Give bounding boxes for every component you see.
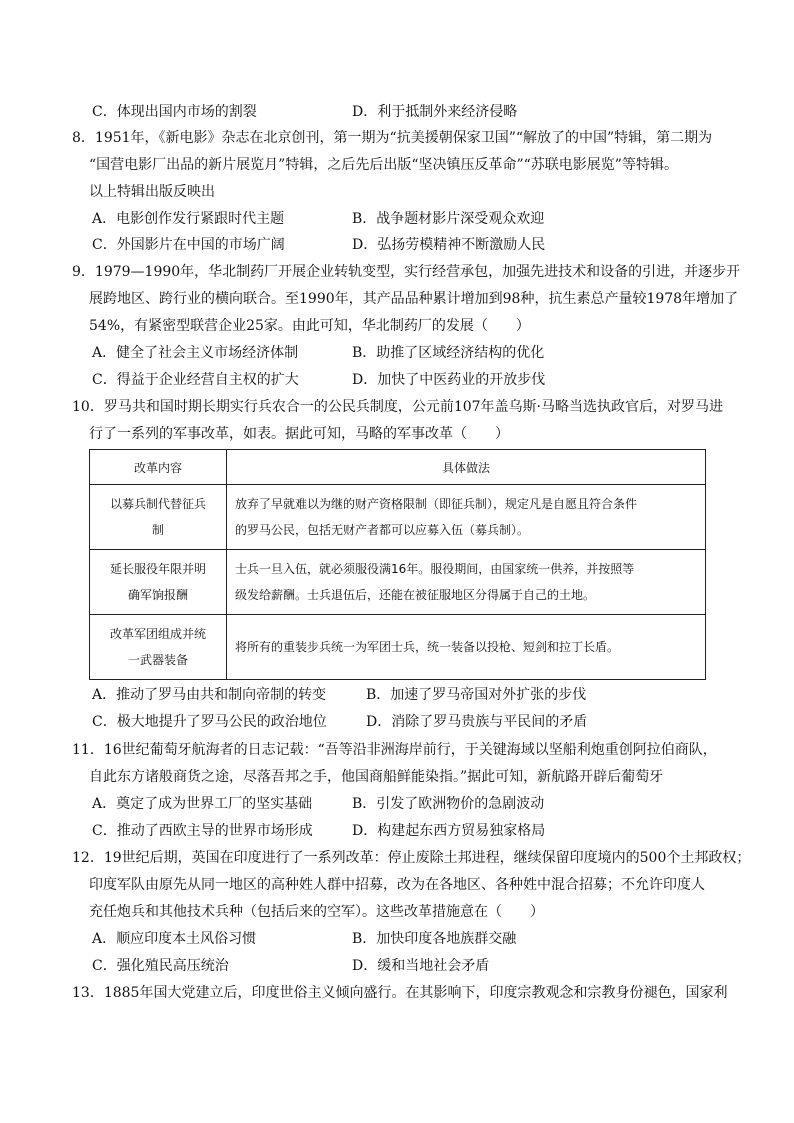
- table-row: [90, 615, 706, 680]
- q10-stem-line2: 行了一系列的军事改革，如表。据此可知，马略的军事改革（ ）: [89, 426, 509, 442]
- q9-option-a: A．健全了社会主义市场经济体制: [92, 345, 299, 361]
- table-cell-measure: 放弃了早就难以为继的财产资格限制（即征兵制），规定凡是自愿且符合条件 的罗马公民，包括无财产者都可以应募入伍（募兵制）。: [227, 485, 706, 550]
- table-cell-reform: 改革军团组成并统 一武器装备: [90, 615, 227, 680]
- q9-stem-line2: 展跨地区、跨行业的横向联合。至1990年，其产品品种累计增加到98种，抗生素总产量较1978年增加了: [89, 291, 739, 307]
- q12-stem-line2: 印度军队由原先从同一地区的高种姓人群中招募，改为在各地区、各种姓中混合招募；不允许印度人: [89, 877, 705, 893]
- q10-option-b: B．加速了罗马帝国对外扩张的步伐: [366, 687, 587, 703]
- q10-option-a: A．推动了罗马由共和制向帝制的转变: [92, 687, 327, 703]
- q9-stem-line3: 54%，有紧密型联营企业25家。由此可知，华北制药厂的发展（ ）: [89, 318, 530, 334]
- reform-table: [89, 449, 706, 680]
- q13-stem-line1: 13．1885年国大党建立后，印度世俗主义倾向盛行。在其影响下，印度宗教观念和宗教身份褪色，国家利: [72, 985, 728, 1001]
- q12-option-d: D．缓和当地社会矛盾: [352, 958, 490, 974]
- q8-option-b: B．战争题材影片深受观众欢迎: [352, 211, 545, 227]
- q9-option-b: B．助推了区域经济结构的优化: [352, 345, 545, 361]
- table-header-row: [90, 450, 706, 485]
- q12-option-a: A．顺应印度本土风俗习惯: [92, 931, 257, 947]
- q8-option-d: D．弘扬劳模精神不断激励人民: [352, 237, 546, 253]
- q12-option-c: C．强化殖民高压统治: [92, 958, 229, 974]
- q11-stem-line2: 自此东方诸般商货之途，尽落吾邦之手，他国商船鲜能染指。”据此可知，新航路开辟后葡萄牙: [89, 769, 664, 785]
- table-row: [90, 485, 706, 550]
- q9-option-d: D．加快了中医药业的开放步伐: [352, 372, 546, 388]
- table-header-specific-measures: 具体做法: [227, 450, 706, 485]
- table-header-reform-content: 改革内容: [90, 450, 227, 485]
- q11-option-c: C．推动了西欧主导的世界市场形成: [92, 823, 313, 839]
- q8-stem-line2: “国营电影厂出品的新片展览月”特辑，之后先后出版“坚决镇压反革命”“苏联电影展览”等特辑。: [89, 157, 678, 173]
- q11-option-b: B．引发了欧洲物价的急剧波动: [352, 796, 545, 812]
- table-cell-reform: 延长服役年限并明 确军饷报酬: [90, 550, 227, 615]
- table-row: [90, 550, 706, 615]
- q12-stem-line3: 充任炮兵和其他技术兵种（包括后来的空军）。这些改革措施意在（ ）: [89, 904, 544, 920]
- q10-option-c: C．极大地提升了罗马公民的政治地位: [92, 714, 327, 730]
- q12-stem-line1: 12．19世纪后期，英国在印度进行了一系列改革：停止废除土邦进程，继续保留印度境内的500个土邦政权；: [72, 850, 751, 866]
- q11-stem-line1: 11．16世纪葡萄牙航海者的日志记载：“吾等沿非洲海岸前行，于关键海域以坚船利炮重创阿拉伯商队，: [72, 742, 717, 758]
- q8-option-c: C．外国影片在中国的市场广阔: [92, 237, 285, 253]
- q7-option-c: C．体现出国内市场的割裂: [92, 104, 257, 120]
- q10-stem-line1: 10．罗马共和国时期长期实行兵农合一的公民兵制度，公元前107年盖乌斯·马略当选执政官后，对罗马进: [72, 399, 723, 415]
- q8-option-a: A．电影创作发行紧跟时代主题: [92, 211, 285, 227]
- table-cell-measure: 将所有的重装步兵统一为军团士兵，统一装备以投枪、短剑和拉丁长盾。: [227, 615, 706, 680]
- q7-option-d: D．利于抵制外来经济侵略: [352, 104, 518, 120]
- q11-option-a: A．奠定了成为世界工厂的坚实基础: [92, 796, 313, 812]
- table-cell-reform: 以募兵制代替征兵 制: [90, 485, 227, 550]
- q8-stem-line3: 以上特辑出版反映出: [89, 184, 215, 200]
- q11-option-d: D．构建起东西方贸易独家格局: [352, 823, 546, 839]
- q9-stem-line1: 9．1979—1990年，华北制药厂开展企业转轨变型，实行经营承包，加强先进技术和设备的引进，并逐步开: [72, 264, 741, 280]
- q12-option-b: B．加快印度各地族群交融: [352, 931, 517, 947]
- q8-stem-line1: 8．1951年，《新电影》杂志在北京创刊，第一期为“抗美援朝保家卫国”“解放了的中国”特辑，第二期为: [72, 130, 713, 146]
- q9-option-c: C．得益于企业经营自主权的扩大: [92, 372, 299, 388]
- table-cell-measure: 士兵一旦入伍，就必须服役满16年。服役期间，由国家统一供养，并按照等 级发给薪酬。士兵退伍后，还能在被征服地区分得属于自己的土地。: [227, 550, 706, 615]
- q10-option-d: D．消除了罗马贵族与平民间的矛盾: [366, 714, 588, 730]
